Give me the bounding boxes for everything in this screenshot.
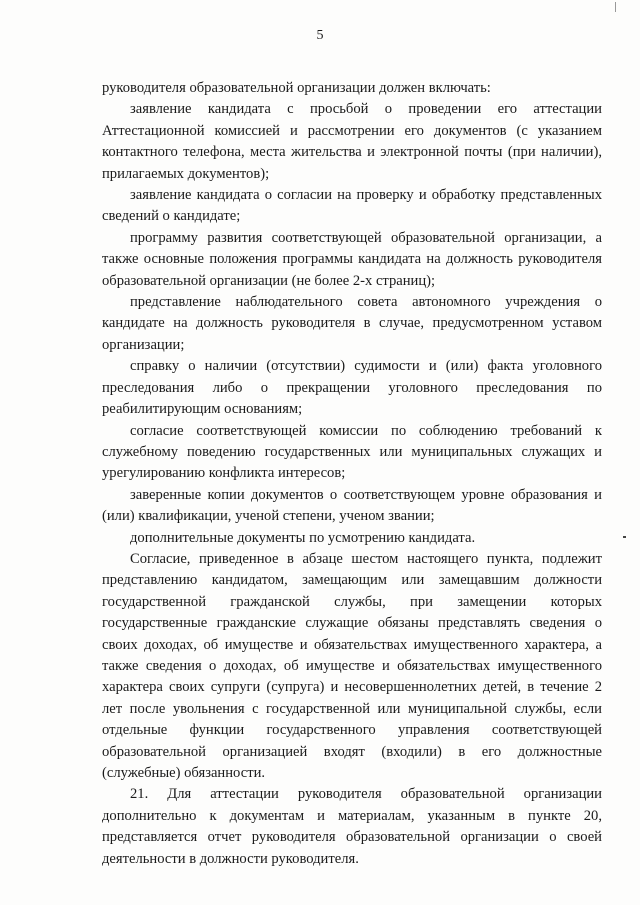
paragraph-supervisory-board: представление наблюдательного совета автономного учреждения о кандидате на должность руководителя в случае, предусмотренном уставом организации; [102, 294, 602, 353]
margin-mark [623, 536, 626, 538]
paragraph-intro: руководителя образовательной организации должен включать: [102, 80, 491, 96]
paragraph-criminal-record: справку о наличии (отсутствии) судимости и (или) факта уголовного преследования либо о прекращении уголовного преследования по реабилитирующим основаниям; [102, 358, 602, 418]
paragraph-additional-docs: дополнительные документы по усмотрению кандидата. [130, 529, 476, 546]
paragraph-consent-note: Согласие, приведенное в абзаце шестом настоящего пункта, подлежит представлению кандидатом, замещающим или замещавшим должности государственной гражданской службы, при замещении которых государственные гражданские служащие обязаны представлять сведения о своих доходах, об имуществе и обязательствах имущественного характера, а также сведения о доходах, об имуществе и обязательствах имущественного характера своих супруги (супруга) и несовершеннолетних детей, в течение 2 лет после увольнения с государственной или муниципальной службы, если отдельные функции государственного управления соответствующей образовательной организацией входят (входили) в его должностные (служебные) обязанности. [102, 550, 602, 781]
scan-mark [615, 2, 622, 12]
paragraph-consent-check: заявление кандидата о согласии на проверку и обработку представленных сведений о кандидате; [102, 187, 602, 225]
page-number: 5 [316, 28, 324, 43]
paragraph-certified-copies: заверенные копии документов о соответствующем уровне образования и (или) квалификации, ученой степени, ученом звании; [102, 486, 602, 525]
paragraph-item-21: 21. Для аттестации руководителя образовательной организации дополнительно к документам и материалам, указанным в пункте 20, представляется отчет руководителя образовательной организации о своей деятельности в должности руководителя. [102, 786, 602, 867]
paragraph-commission-consent: согласие соответствующей комиссии по соблюдению требований к служебному поведению государственных или муниципальных служащих и урегулированию конфликта интересов; [102, 422, 602, 482]
paragraph-development-program: программу развития соответствующей образовательной организации, а также основные положения программы кандидата на должность руководителя образовательной организации (не более 2-х страниц); [102, 229, 602, 289]
document-body [102, 78, 602, 870]
paragraph-application: заявление кандидата с просьбой о проведении его аттестации Аттестационной комиссией и рассмотрении его документов (с указанием контактного телефона, места жительства и электронной почты (при наличии), прилагаемых документов); [102, 101, 602, 182]
